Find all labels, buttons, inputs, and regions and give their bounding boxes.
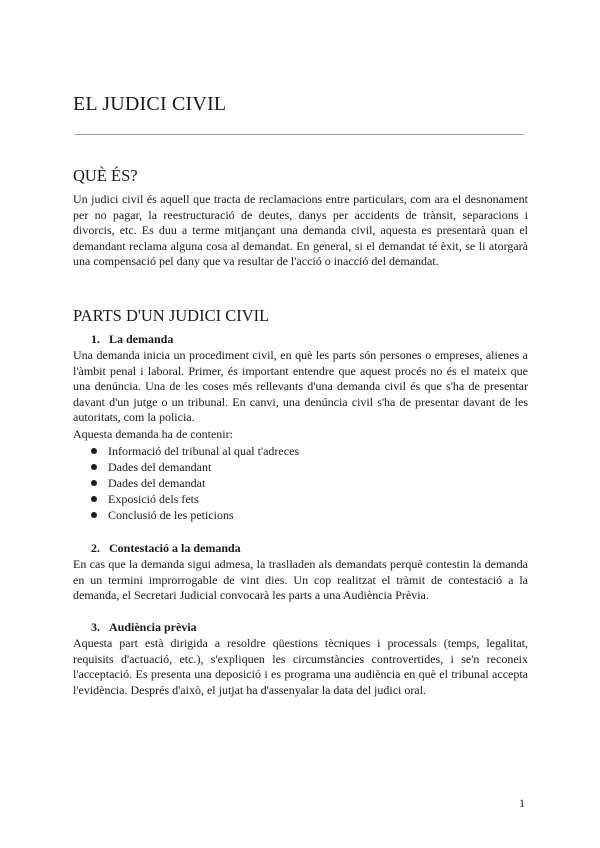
list-item: Dades del demandant [89,459,299,475]
list-item: Informació del tribunal al qual t'adreces [89,443,299,459]
page-number: 1 [519,796,525,810]
subheading-number: 1. [91,332,100,346]
list-intro: Aquesta demanda ha de contenir: [73,427,233,441]
bullet-icon [91,448,97,454]
section-paragraph-que-es: Un judici civil és aquell que tracta de reclamacions entre particulars, com ara el desnonament per no pagar, la reestructuració de deutes, danys per accidents de trànsit, separacions i divorcis, etc. Es duu a terme mitjançant una demanda civil, aquesta es presentarà quan el demandant reclama alguna cosa al demandat. En general, si el demandat té èxit, se li atorgarà una compensació pel dany que va resultar de l'acció o inacció del demandat. [73,192,528,269]
document-title: EL JUDICI CIVIL [73,93,227,115]
subheading-title: Audiència prèvia [109,620,197,634]
bullet-icon [91,464,97,470]
subheading-contestacio [91,541,241,556]
subheading-number: 3. [91,620,100,634]
subheading-audiencia-previa [91,620,197,635]
subheading-title: Contestació a la demanda [109,541,241,555]
list-item: Exposició dels fets [89,491,299,507]
requirements-list [89,443,299,523]
bullet-icon [91,496,97,502]
list-item: Conclusió de les peticions [89,507,299,523]
section-heading-que-es: QUÈ ÉS? [73,166,138,185]
subheading-la-demanda [91,332,173,347]
list-item: Dades del demandat [89,475,299,491]
subheading-number: 2. [91,541,100,555]
paragraph-contestacio: En cas que la demanda sigui admesa, la traslladen als demandats perquè contestin la demanda en un termini improrrogable de vint dies. Un cop realitzat el tràmit de contestació a la demanda, el Secretari Judicial convocarà les parts a una Audiència Prèvia. [73,557,528,603]
paragraph-la-demanda: Una demanda inicia un procediment civil, en què les parts són persones o empreses, alienes a l'àmbit penal i laboral. Primer, és important entendre que aquest procés no és el mateix que una denúncia. Una de les coses més rellevants d'una demanda civil és que s'ha de presentar davant d'un jutge o un tribunal. En canvi, una denúncia civil s'ha de presentar davant de les autoritats, com la policia. [73,348,528,425]
title-divider [75,134,524,135]
bullet-icon [91,480,97,486]
section-heading-parts: PARTS D'UN JUDICI CIVIL [73,306,270,325]
bullet-icon [91,512,97,518]
paragraph-audiencia-previa: Aquesta part està dirigida a resoldre qüestions tècniques i processals (temps, legalitat, requisits d'actuació, etc.), s'expliquen les circumstàncies controvertides, i se'n reconeix l'acceptació. Es presenta una deposició i es programa una audiència en què el tribunal accepta l'evidència. Després d'això, el jutjat ha d'assenyalar la data del judici oral. [73,636,528,697]
subheading-title: La demanda [109,332,174,346]
